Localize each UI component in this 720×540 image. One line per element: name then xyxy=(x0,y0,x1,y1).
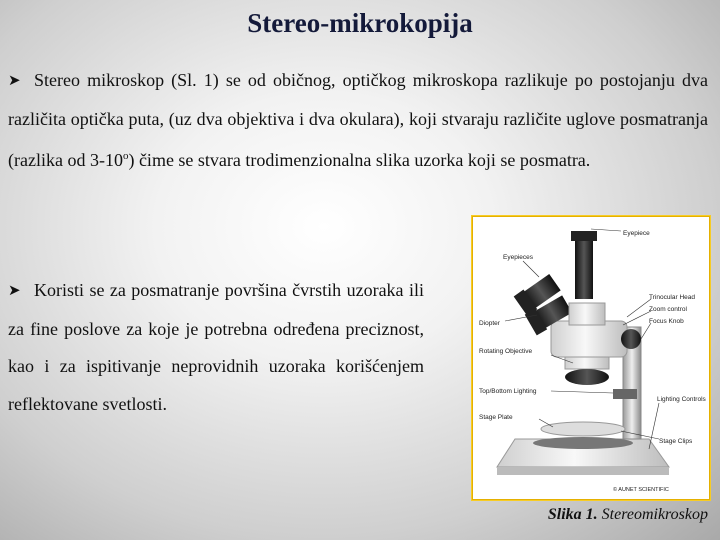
paragraph1-text: Stereo mikroskop (Sl. 1) se od običnog, optičkog mikroskopa razlikuje po postojanju dva različita optička puta, (uz dva objektiva i dva okulara), koji stvaraju različite uglove posmatranja (razlika od 3-10 xyxy=(8,70,708,170)
caption-label: Slika 1. xyxy=(547,506,598,523)
paragraph-stereo-microscope xyxy=(8,62,708,180)
arrow-bullet-icon: ➤ xyxy=(8,73,21,89)
label-stage-clips: Stage Clips xyxy=(659,438,693,445)
label-stage-plate: Stage Plate xyxy=(479,414,513,421)
slide-title: Stereo-mikrokopija xyxy=(247,8,473,38)
microscope-figure xyxy=(472,216,710,500)
label-eyepiece: Eyepiece xyxy=(623,230,650,237)
label-diopter: Diopter xyxy=(479,320,500,327)
paragraph2-text: Koristi se za posmatranje površina čvrstih uzoraka ili za fine poslove za koje je potrebna određena preciznost, kao i za ispitivanje neprovidnih uzoraka korišćenjem reflektovane svetlosti. xyxy=(8,280,424,414)
paragraph1-text-end: ) čime se stvara trodimenzionalna slika uzorka koji se posmatra. xyxy=(128,150,591,170)
caption-text: Stereomikroskop xyxy=(601,506,708,523)
paragraph-usage xyxy=(8,272,424,423)
degree-superscript: o xyxy=(122,150,129,162)
watermark-text: © AUNET SCIENTIFIC xyxy=(613,487,669,493)
microscope-illustration xyxy=(473,217,709,499)
arrow-bullet-icon: ➤ xyxy=(8,283,21,299)
label-eyepieces: Eyepieces xyxy=(503,254,533,261)
figure-caption xyxy=(460,506,708,524)
label-rotating-objective: Rotating Objective xyxy=(479,348,533,355)
label-lighting-controls: Lighting Controls xyxy=(657,396,706,403)
label-focus-knob: Focus Knob xyxy=(649,318,684,325)
label-zoom-control: Zoom control xyxy=(649,306,687,313)
label-trinocular-head: Trinocular Head xyxy=(649,294,696,301)
label-top-bottom-lighting: Top/Bottom Lighting xyxy=(479,388,537,395)
